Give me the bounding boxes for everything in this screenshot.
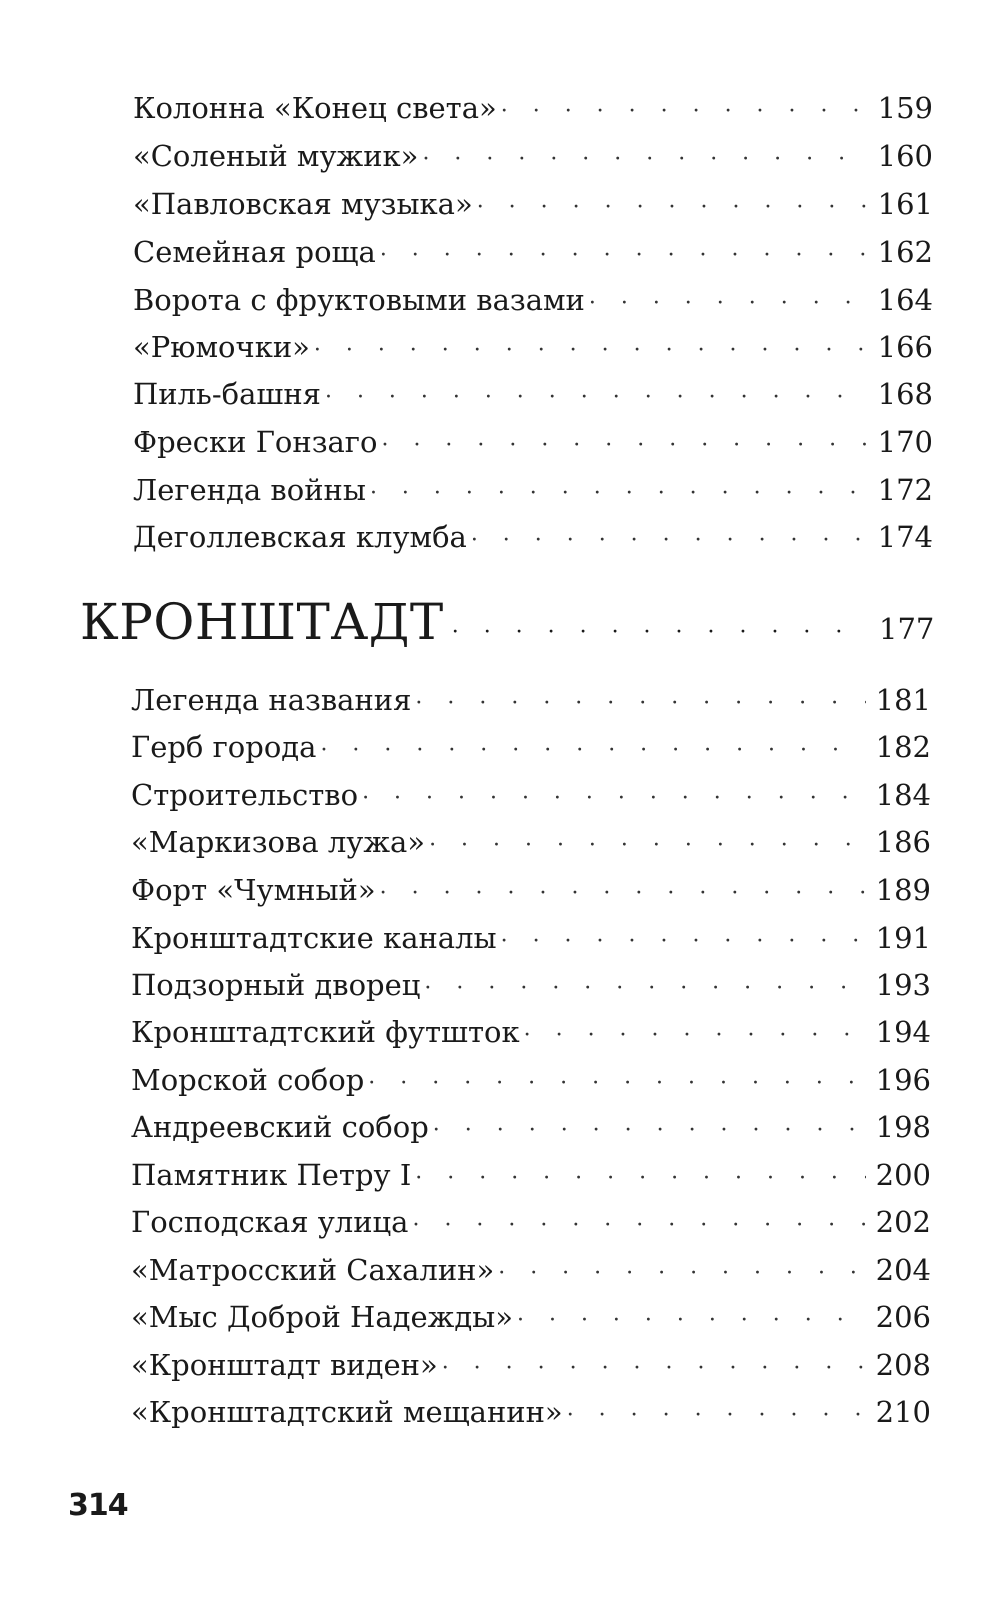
dot-leader	[589, 280, 868, 324]
toc-entry-page: 198	[875, 1110, 931, 1144]
toc-entry	[131, 870, 931, 910]
toc-entry-title: Подзорный дворец	[131, 968, 421, 1002]
toc-entry-page: 186	[875, 825, 931, 859]
toc-entry-page: 166	[877, 330, 933, 364]
dot-leader	[433, 1107, 866, 1151]
toc-entry	[133, 327, 933, 367]
toc-entry	[131, 965, 931, 1005]
toc-entry-title: Семейная роща	[133, 235, 376, 269]
dot-leader	[380, 232, 868, 276]
toc-entry	[131, 775, 931, 815]
dot-leader	[442, 1345, 866, 1389]
toc-entry	[133, 280, 933, 320]
toc-entry-title: Легенда названия	[131, 683, 412, 717]
toc-entry-title: Строительство	[131, 778, 359, 812]
toc-entry-page: 174	[877, 520, 933, 554]
toc-entry-page: 204	[875, 1253, 931, 1287]
toc-entry-title: «Кронштадтский мещанин»	[131, 1395, 563, 1429]
toc-entry	[133, 422, 933, 462]
toc-entry-title: «Рюмочки»	[133, 330, 310, 364]
dot-leader	[380, 870, 866, 914]
dot-leader	[320, 727, 865, 771]
toc-entry-title: Памятник Петру I	[131, 1158, 412, 1192]
toc-entry	[131, 1297, 931, 1337]
dot-leader	[368, 1060, 865, 1104]
toc-entry	[133, 184, 933, 224]
toc-entry	[133, 470, 933, 510]
dot-leader	[412, 1202, 865, 1246]
dot-leader	[452, 620, 869, 645]
dot-leader	[501, 88, 868, 132]
toc-entry	[131, 1012, 931, 1052]
toc-entry-title: «Маркизова лужа»	[131, 825, 426, 859]
toc-entry	[131, 1392, 931, 1432]
toc-entry-title: Ворота с фруктовыми вазами	[133, 283, 585, 317]
toc-entry	[131, 1107, 931, 1147]
toc-entry-page: 184	[875, 778, 931, 812]
toc-entry-page: 172	[877, 473, 933, 507]
toc-entry-page: 162	[877, 235, 933, 269]
dot-leader	[381, 422, 867, 466]
dot-leader	[325, 374, 868, 418]
toc-entry-page: 181	[875, 683, 931, 717]
toc-entry-page: 159	[877, 91, 933, 125]
toc-entry-title: Андреевский собор	[131, 1110, 429, 1144]
toc-entry-title: Форт «Чумный»	[131, 873, 376, 907]
toc-entry	[131, 1060, 931, 1100]
toc-entry-page: 193	[875, 968, 931, 1002]
toc-entry-page: 170	[877, 425, 933, 459]
toc-entry-title: Господская улица	[131, 1205, 409, 1239]
dot-leader	[471, 517, 868, 561]
toc-entry-page: 164	[877, 283, 933, 317]
toc-entry	[131, 680, 931, 720]
dot-leader	[501, 918, 866, 962]
toc-entry	[131, 1345, 931, 1385]
dot-leader	[370, 470, 868, 514]
toc-entry	[131, 822, 931, 862]
toc-entry-page: 160	[877, 139, 933, 173]
toc-entry-title: Кронштадтские каналы	[131, 921, 497, 955]
toc-entry-page: 210	[875, 1395, 931, 1429]
toc-entry	[131, 1155, 931, 1195]
toc-entry-title: Кронштадтский футшток	[131, 1015, 520, 1049]
toc-entry-page: 208	[875, 1348, 931, 1382]
toc-entry	[131, 1202, 931, 1242]
toc-entry-title: Пиль-башня	[133, 377, 321, 411]
toc-entry-page: 194	[875, 1015, 931, 1049]
toc-entry-page: 182	[875, 730, 931, 764]
toc-entry-page: 189	[875, 873, 931, 907]
toc-entry-title: Герб города	[131, 730, 317, 764]
dot-leader	[517, 1297, 866, 1341]
toc-entry-page: 191	[875, 921, 931, 955]
toc-entry	[133, 88, 933, 128]
toc-entry-title: Фрески Гонзаго	[133, 425, 378, 459]
dot-leader	[498, 1250, 865, 1294]
toc-entry-title: Морской собор	[131, 1063, 365, 1097]
dot-leader	[422, 136, 867, 180]
toc-entry-page: 206	[875, 1300, 931, 1334]
page-number: 314	[68, 1488, 128, 1523]
toc-entry-title: Легенда войны	[133, 473, 366, 507]
section-heading	[80, 592, 933, 652]
toc-entry	[133, 374, 933, 414]
toc-entry-title: «Соленый мужик»	[133, 139, 419, 173]
toc-entry	[131, 918, 931, 958]
toc-entry-page: 196	[875, 1063, 931, 1097]
toc-entry-page: 168	[877, 377, 933, 411]
dot-leader	[524, 1012, 866, 1056]
dot-leader	[415, 1155, 865, 1199]
section-title: КРОНШТАДТ	[80, 593, 444, 651]
dot-leader	[424, 965, 865, 1009]
dot-leader	[477, 184, 868, 228]
toc-entry-title: «Мыс Доброй Надежды»	[131, 1300, 513, 1334]
toc-entry	[133, 232, 933, 272]
toc-entry	[133, 517, 933, 557]
toc-entry-title: Деголлевская клумба	[133, 520, 467, 554]
toc-entry-page: 202	[875, 1205, 931, 1239]
dot-leader	[429, 822, 866, 866]
dot-leader	[362, 775, 866, 819]
toc-entry-title: «Матросский Сахалин»	[131, 1253, 495, 1287]
toc-entry-title: «Кронштадт виден»	[131, 1348, 438, 1382]
toc-entry	[133, 136, 933, 176]
dot-leader	[314, 327, 868, 371]
toc-entry-page: 161	[877, 187, 933, 221]
toc-entry-title: «Павловская музыка»	[133, 187, 473, 221]
toc-entry-page: 200	[875, 1158, 931, 1192]
section-page: 177	[879, 612, 935, 646]
dot-leader	[415, 680, 865, 724]
dot-leader	[567, 1392, 866, 1436]
toc-entry	[131, 727, 931, 767]
toc-entry	[131, 1250, 931, 1290]
toc-entry-title: Колонна «Конец света»	[133, 91, 497, 125]
